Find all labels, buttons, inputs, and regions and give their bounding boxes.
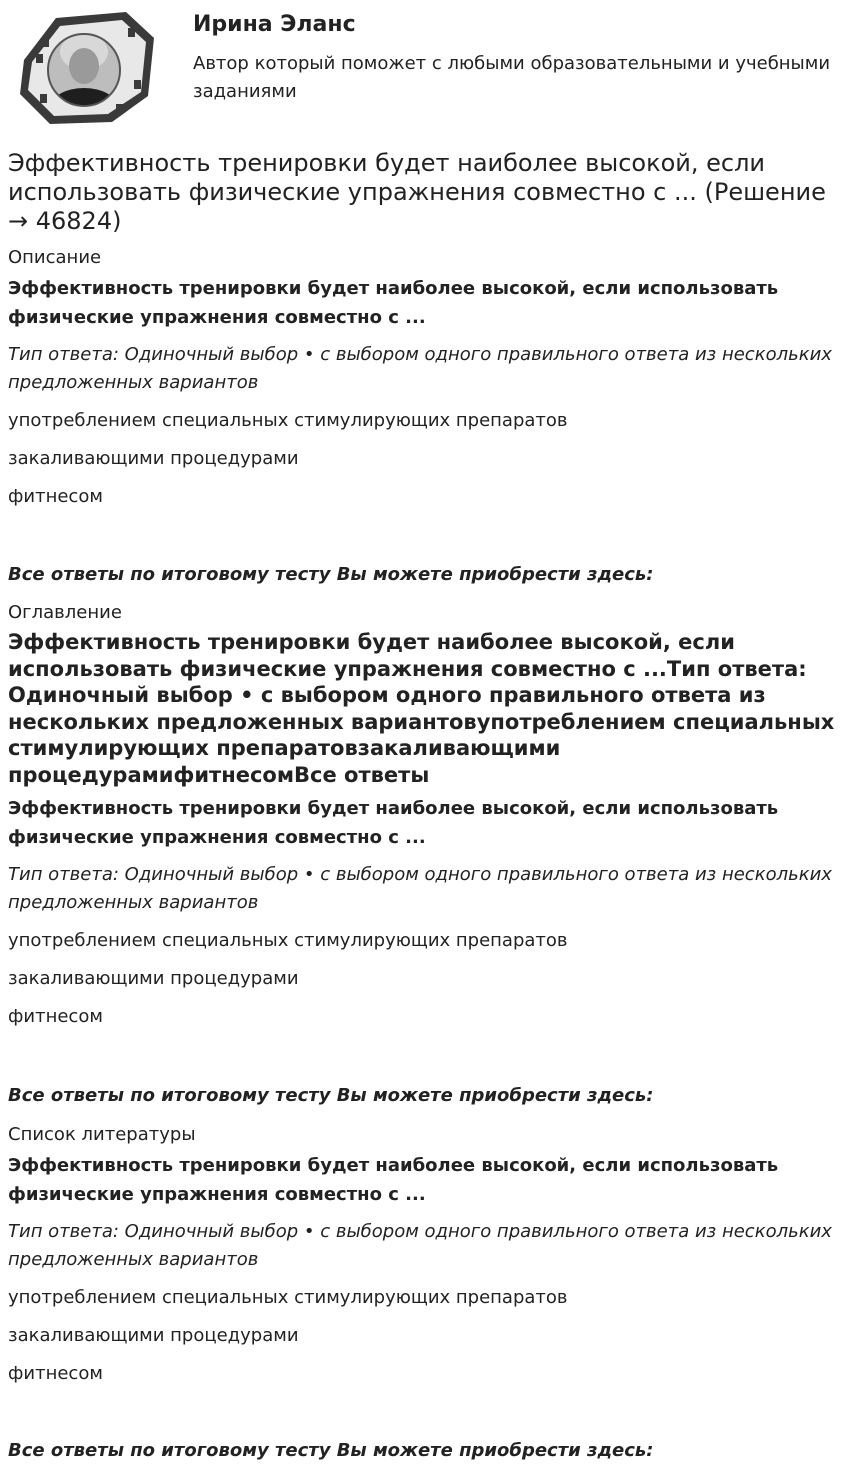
- question-text: Эффективность тренировки будет наиболее высокой, если использовать физические упражнения совместно с ...: [8, 798, 779, 848]
- section-label-literature: Список литературы: [8, 1124, 196, 1145]
- author-header: [8, 0, 839, 140]
- answer-option: употреблением специальных стимулирующих препаратов: [8, 410, 568, 431]
- answer-option: закаливающими процедурами: [8, 968, 299, 989]
- page-title: Эффективность тренировки будет наиболее высокой, если использовать физические упражнения совместно с ... (Решение → 46824): [8, 149, 826, 235]
- buy-block: [8, 1436, 838, 1465]
- avatar-photo-frame-icon: [16, 8, 158, 128]
- avatar[interactable]: [16, 8, 158, 128]
- literature-section: [8, 1123, 838, 1397]
- question-text: Эффективность тренировки будет наиболее высокой, если использовать физические упражнения совместно с ...: [8, 1155, 779, 1205]
- buy-answers-link[interactable]: Все ответы по итоговому тесту Вы можете приобрести здесь:: [8, 1085, 654, 1106]
- answer-type: Тип ответа: Одиночный выбор • с выбором одного правильного ответа из нескольких предложенных вариантов: [8, 864, 832, 913]
- author-name[interactable]: Ирина Эланс: [193, 12, 356, 37]
- buy-answers-link[interactable]: Все ответы по итоговому тесту Вы можете приобрести здесь:: [8, 564, 654, 585]
- section-label-description: Описание: [8, 247, 102, 268]
- toc-heading: Эффективность тренировки будет наиболее высокой, если использовать физические упражнения совместно с ...Тип ответа: Одиночный выбор • с выбором одного правильного ответа из нескольких предложенных вариантовупотреблением специальных стимулирующих препаратовзакаливающими процедурамифитнесомВсе ответы: [8, 630, 835, 787]
- buy-block: [8, 1081, 838, 1110]
- answer-option: фитнесом: [8, 486, 103, 507]
- answer-option: закаливающими процедурами: [8, 1325, 299, 1346]
- buy-block: [8, 560, 838, 589]
- answer-type: Тип ответа: Одиночный выбор • с выбором одного правильного ответа из нескольких предложенных вариантов: [8, 1221, 832, 1270]
- answer-option: употреблением специальных стимулирующих препаратов: [8, 930, 568, 951]
- answer-option: фитнесом: [8, 1363, 103, 1384]
- answer-option: закаливающими процедурами: [8, 448, 299, 469]
- section-label-toc: Оглавление: [8, 602, 122, 623]
- toc-section: [8, 601, 838, 1040]
- question-text: Эффективность тренировки будет наиболее высокой, если использовать физические упражнения совместно с ...: [8, 278, 779, 328]
- answer-option: фитнесом: [8, 1006, 103, 1027]
- answer-option: употреблением специальных стимулирующих препаратов: [8, 1287, 568, 1308]
- description-section: [8, 246, 838, 520]
- buy-answers-link[interactable]: Все ответы по итоговому тесту Вы можете приобрести здесь:: [8, 1440, 654, 1461]
- author-description: Автор который поможет с любыми образовательными и учебными заданиями: [193, 53, 831, 102]
- answer-type: Тип ответа: Одиночный выбор • с выбором одного правильного ответа из нескольких предложенных вариантов: [8, 344, 832, 393]
